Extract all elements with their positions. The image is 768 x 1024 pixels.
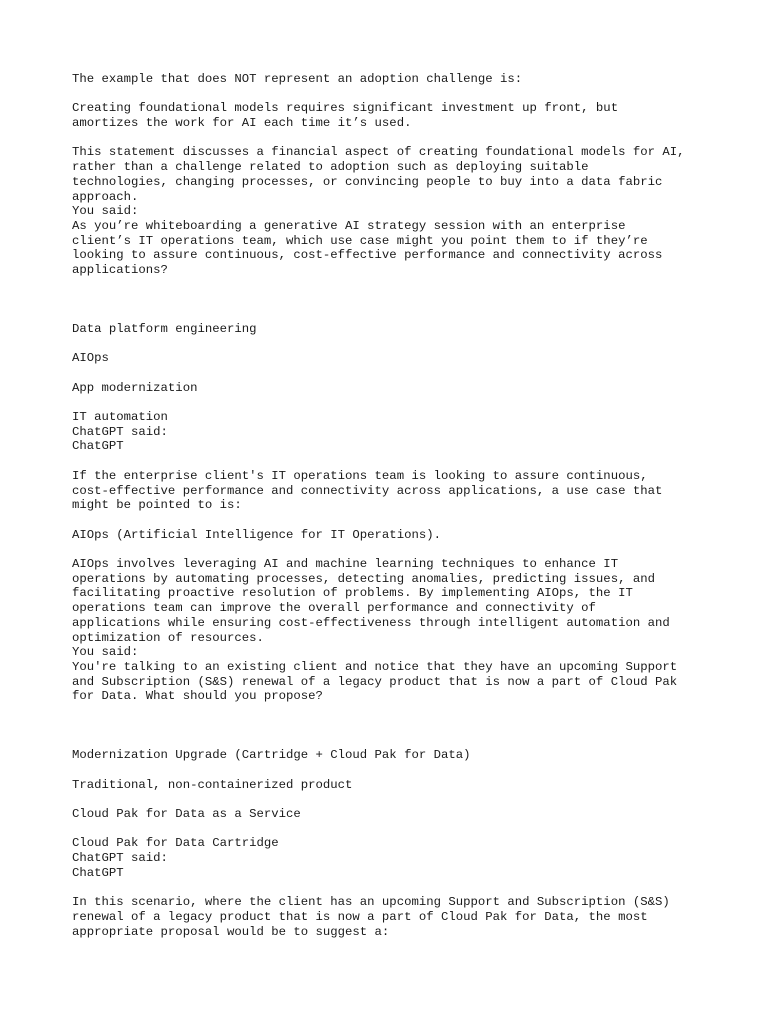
text-line: You said: [72, 645, 139, 660]
blank-line [72, 513, 712, 528]
text-line: AIOps (Artificial Intelligence for IT Operations). [72, 527, 441, 542]
text-line: IT automation [72, 410, 168, 425]
blank-line [72, 792, 712, 807]
text-line: This statement discusses a financial aspect of creating foundational models for AI, [72, 145, 685, 160]
text-line: App modernization [72, 380, 198, 395]
text-line: looking to assure continuous, cost-effective performance and connectivity across [72, 248, 663, 263]
blank-line [72, 733, 712, 748]
text-line: Modernization Upgrade (Cartridge + Cloud Pak for Data) [72, 748, 471, 763]
text-line: client’s IT operations team, which use case might you point them to if they’re [72, 233, 648, 248]
text-line: and Subscription (S&S) renewal of a legacy product that is now a part of Cloud Pak [72, 674, 678, 689]
text-line: amortizes the work for AI each time it’s used. [72, 116, 412, 131]
text-line: Cloud Pak for Data Cartridge [72, 836, 279, 851]
text-line: rather than a challenge related to adoption such as deploying suitable [72, 160, 589, 175]
blank-line [72, 278, 712, 293]
text-line: You're talking to an existing client and notice that they have an upcoming Support [72, 659, 678, 674]
text-line: facilitating proactive resolution of problems. By implementing AIOps, the IT [72, 586, 633, 601]
text-line: As you’re whiteboarding a generative AI strategy session with an enterprise [72, 219, 626, 233]
blank-line [72, 763, 712, 778]
text-line: might be pointed to is: [72, 498, 242, 513]
text-line: AIOps involves leveraging AI and machine learning techniques to enhance IT [72, 557, 619, 572]
blank-line [72, 880, 712, 895]
text-line: AIOps [72, 351, 109, 366]
blank-line [72, 719, 712, 734]
text-line: renewal of a legacy product that is now a part of Cloud Pak for Data, the most [72, 909, 648, 924]
blank-line [72, 366, 712, 381]
text-line: ChatGPT said: [72, 851, 168, 865]
blank-line [72, 337, 712, 352]
text-line: cost-effective performance and connectivity across applications, a use case that [72, 483, 663, 498]
text-line: If the enterprise client's IT operations team is looking to assure continuous, [72, 468, 648, 483]
text-line: Data platform engineering [72, 321, 257, 336]
blank-line [72, 87, 712, 102]
text-line: applications while ensuring cost-effectiveness through intelligent automation and [72, 615, 670, 630]
blank-line [72, 293, 712, 308]
text-line: The example that does NOT represent an adoption challenge is: [72, 72, 523, 86]
text-line: approach. [72, 189, 139, 204]
blank-line [72, 395, 712, 410]
text-line: applications? [72, 263, 168, 278]
text-line: operations by automating processes, detecting anomalies, predicting issues, and [72, 571, 655, 586]
text-line: ChatGPT said: [72, 424, 168, 439]
text-line: for Data. What should you propose? [72, 689, 323, 704]
text-line: appropriate proposal would be to suggest a: [72, 924, 390, 939]
blank-line [72, 307, 712, 322]
blank-line [72, 704, 712, 719]
text-line: ChatGPT [72, 865, 124, 880]
text-line: ChatGPT [72, 439, 124, 454]
blank-line [72, 454, 712, 469]
text-line: Creating foundational models requires significant investment up front, but [72, 101, 619, 116]
blank-line [72, 542, 712, 557]
blank-line [72, 822, 712, 837]
text-line: Cloud Pak for Data as a Service [72, 806, 301, 821]
text-line: technologies, changing processes, or convincing people to buy into a data fabric [72, 174, 663, 189]
text-line: optimization of resources. [72, 630, 264, 645]
text-line: In this scenario, where the client has an upcoming Support and Subscription (S&S) [72, 895, 670, 910]
text-line: Traditional, non-containerized product [72, 777, 353, 792]
text-line: operations team can improve the overall performance and connectivity of [72, 601, 596, 616]
blank-line [72, 131, 712, 146]
document-page [72, 72, 712, 939]
text-line: You said: [72, 204, 139, 219]
